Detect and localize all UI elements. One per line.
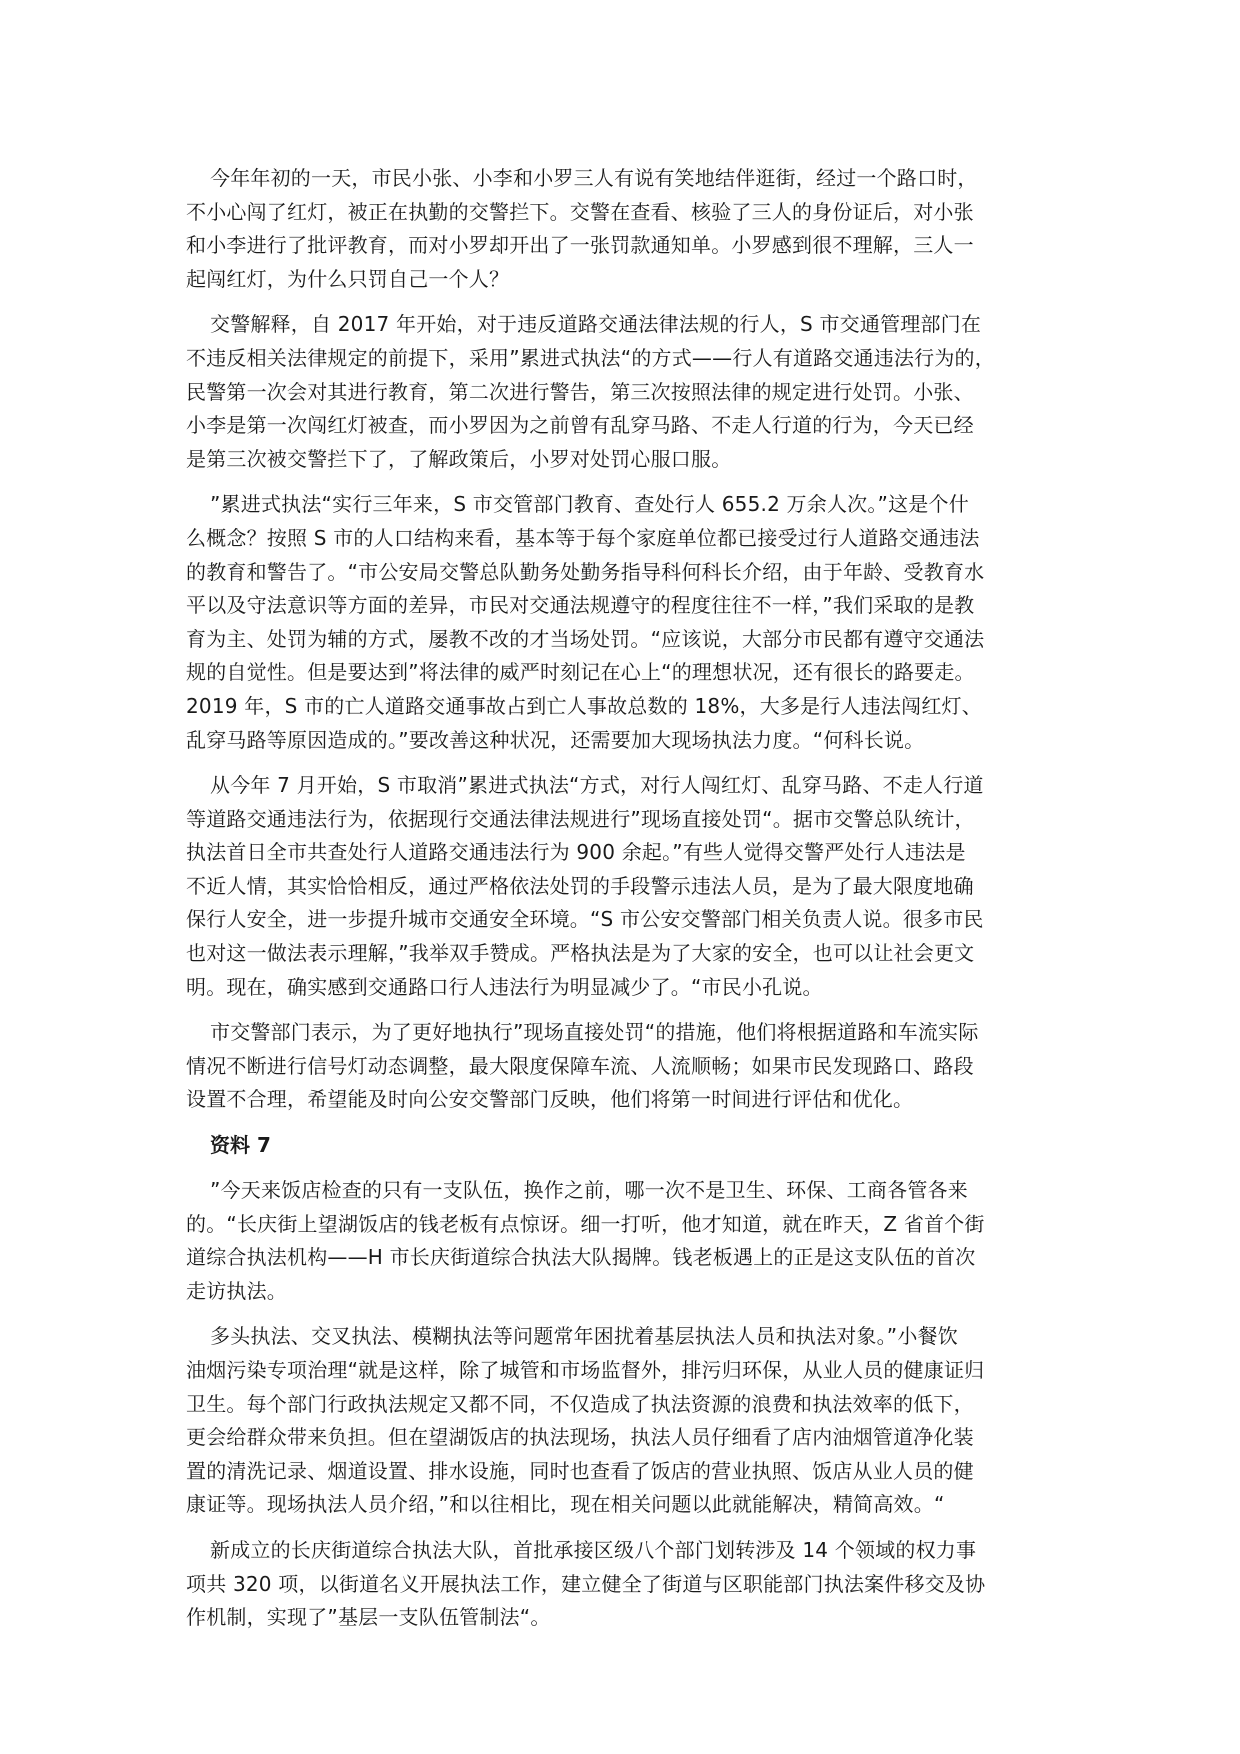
document-body [186,162,1056,1647]
section-heading-material-7: 资料 7 [210,1133,271,1158]
paragraph-direct-penalty: 从今年 7 月开始，S 市取消”累进式执法“方式，对行人闯红灯、乱穿马路、不走人行道 等道路交通违法行为，依据现行交通法律法规进行”现场直接处罚“。据市交警总队统计， 执法首日全市共查处行人道路交通违法行为 900 余起。”有些人觉得交警严处行人违法是 不近人情，其实恰恰相反，通过严格依法处罚的手段警示违法人员，是为了最大限度地确 保行人安全，进一步提升城市交通安全环境。“S 市公安交警部门相关负责人说。很多市民 也对这一做法表示理解，”我举双手赞成。严格执法是为了大家的安全，也可以让社会更文 明。现在，确实感到交通路口行人违法行为明显减少了。“市民小孔说。 [186,773,984,999]
paragraph-progressive-enforcement: ”累进式执法“实行三年来，S 市交管部门教育、查处行人 655.2 万余人次。”这是个什 么概念？按照 S 市的人口结构来看，基本等于每个家庭单位都已接受过行人道路交通违法 的教育和警告了。“市公安局交警总队勤务处勤务指导科何科长介绍，由于年龄、受教育水 平以及守法意识等方面的差异，市民对交通法规遵守的程度往往不一样，”我们采取的是教 育为主、处罚为辅的方式，屡教不改的才当场处罚。“应该说，大部分市民都有遵守交通法 规的自觉性。但是要达到”将法律的威严时刻记在心上“的理想状况，还有很长的路要走。 2019 年，S 市的亡人道路交通事故占到亡人事故总数的 18%，大多是行人违法闯红灯、 乱穿马路等原因造成的。”要改善这种状况，还需要加大现场执法力度。“何科长说。 [186,492,985,752]
paragraph-signal-adjustment: 市交警部门表示，为了更好地执行”现场直接处罚“的措施，他们将根据道路和车流实际 情况不断进行信号灯动态调整，最大限度保障车流、人流顺畅；如果市民发现路口、路段 设置不合理，希望能及时向公安交警部门反映，他们将第一时间进行评估和优化。 [186,1020,979,1112]
paragraph-comprehensive-team: 新成立的长庆街道综合执法大队，首批承接区级八个部门划转涉及 14 个领域的权力事 项共 320 项，以街道名义开展执法工作，建立健全了街道与区职能部门执法案件移交及协 作机制，实现了”基层一支队伍管制法“。 [186,1537,986,1630]
paragraph-red-light-story: 今年年初的一天，市民小张、小李和小罗三人有说有笑地结伴逛街，经过一个路口时， 不小心闯了红灯，被正在执勤的交警拦下。交警在查看、核验了三人的身份证后，对小张 和小李进行了批评教育，而对小罗却开出了一张罚款通知单。小罗感到很不理解，三人一 起闯红灯，为什么只罚自己一个人？ [186,166,978,291]
paragraph-restaurant-inspection: ”今天来饭店检查的只有一支队伍，换作之前，哪一次不是卫生、环保、工商各管各来 的。“长庆街上望湖饭店的钱老板有点惊讶。细一打听，他才知道，就在昨天，Z 省首个街 道综合执法机构——H 市长庆街道综合执法大队揭牌。钱老板遇上的正是这支队伍的首次 走访执法。 [186,1178,985,1303]
paragraph-multi-agency-enforcement: 多头执法、交叉执法、模糊执法等问题常年困扰着基层执法人员和执法对象。”小餐饮 油烟污染专项治理“就是这样，除了城管和市场监督外，排污归环保，从业人员的健康证归 卫生。每个部门行政执法规定又都不同，不仅造成了执法资源的浪费和执法效率的低下， 更会给群众带来负担。但在望湖饭店的执法现场，执法人员仔细看了店内油烟管道净化装 置的清洗记录、烟道设置、排水设施，同时也查看了饭店的营业执照、饭店从业人员的健 康证等。现场执法人员介绍，”和以往相比，现在相关问题以此就能解决，精简高效。“ [186,1324,985,1517]
paragraph-traffic-police-explanation: 交警解释，自 2017 年开始，对于违反道路交通法律法规的行人，S 市交通管理部门在 不违反相关法律规定的前提下，采用”累进式执法“的方式——行人有道路交通违法行为的， 民警第一次会对其进行教育，第二次进行警告，第三次按照法律的规定进行处罚。小张、 小李是第一次闯红灯被查，而小罗因为之前曾有乱穿马路、不走人行道的行为，今天已经 是第三次被交警拦下了，了解政策后，小罗对处罚心服口服。 [186,312,995,471]
